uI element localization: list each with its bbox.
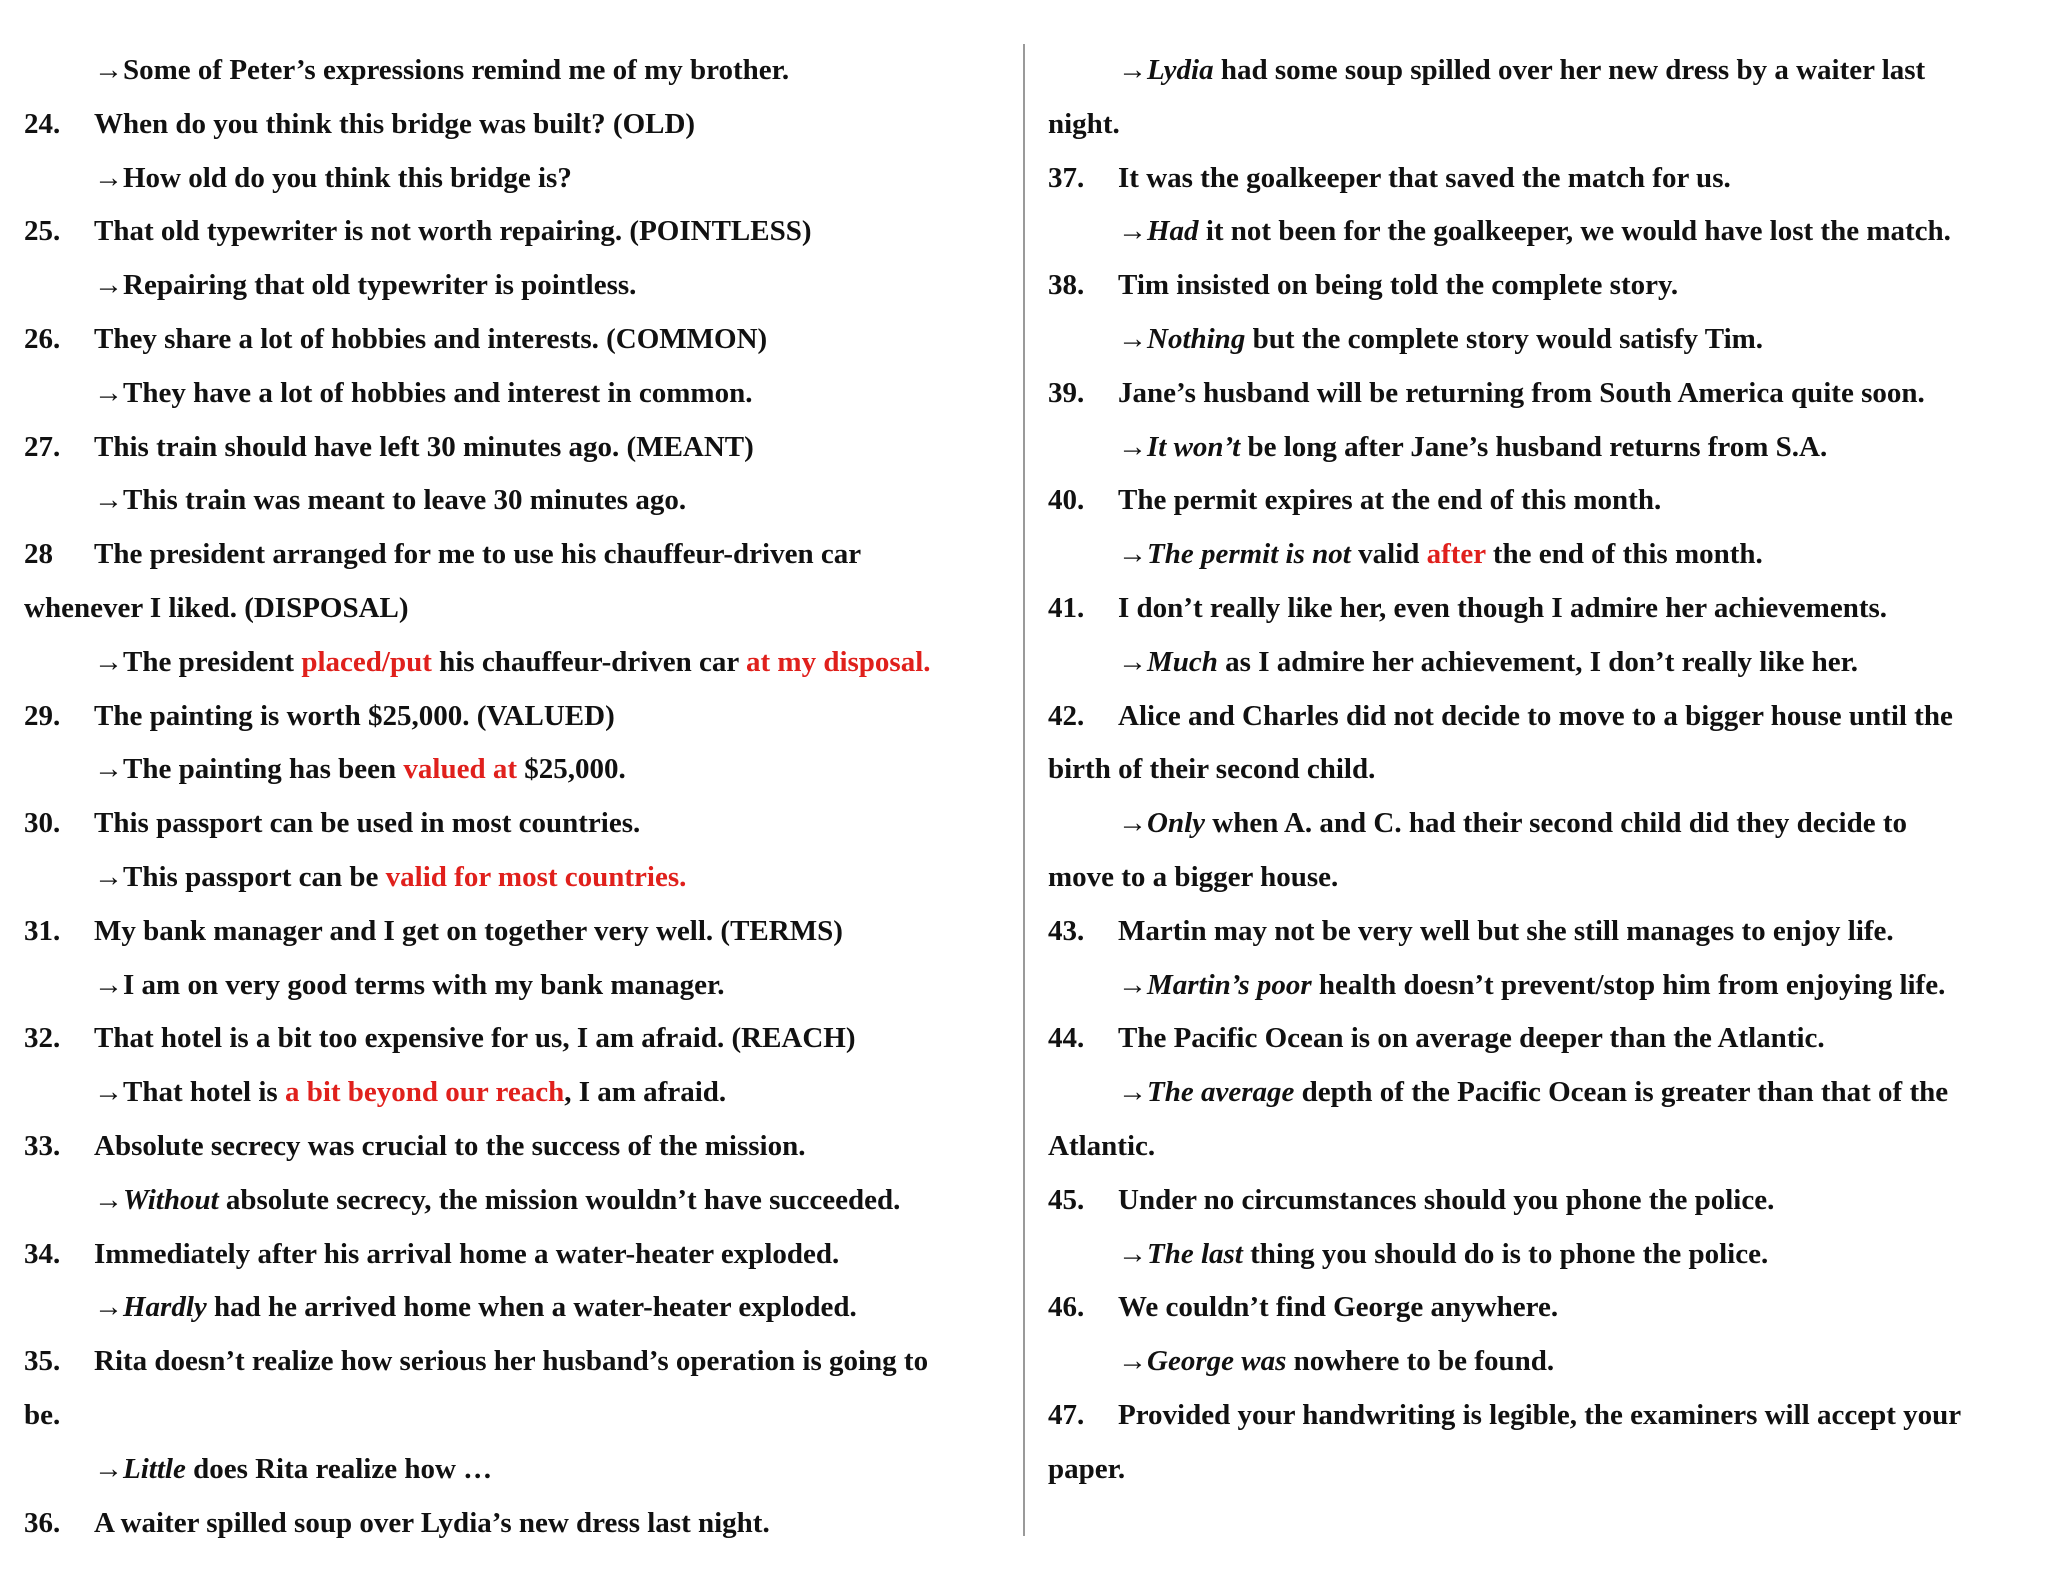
answer-text: absolute secrecy, the mission wouldn’t have succeeded. (218, 1183, 901, 1216)
question-text: That old typewriter is not worth repairing. (POINTLESS) (94, 215, 812, 248)
question-text: Martin may not be very well but she still manages to enjoy life. (1118, 914, 1894, 947)
answer-italic-keyword: Only (1147, 807, 1205, 840)
answer-text: the end of this month. (1485, 538, 1763, 571)
answer-text: when A. and C. had their second child did they decide to (1205, 807, 1908, 840)
answer-line (1048, 421, 2038, 475)
answer-text: as I admire her achievement, I don’t really like her. (1217, 645, 1859, 678)
answer-line (24, 1174, 1024, 1228)
answer-text: → (1118, 430, 1147, 463)
question-line (24, 528, 1024, 582)
question-number: 47. (1048, 1398, 1085, 1431)
continuation-line: Atlantic. (1048, 1129, 1156, 1162)
question-text: The painting is worth $25,000. (VALUED) (94, 699, 615, 732)
answer-line (1048, 797, 2038, 851)
answer-line (24, 959, 1024, 1013)
question-line (24, 1012, 1024, 1066)
question-number: 25. (24, 215, 61, 248)
answer-italic-keyword: Lydia (1147, 54, 1214, 86)
answer-line (24, 474, 1024, 528)
answer-text: → (1118, 322, 1147, 355)
answer-highlight: at my disposal. (746, 645, 931, 678)
answer-text: thing you should do is to phone the police. (1242, 1237, 1769, 1270)
answer-highlight: after (1426, 538, 1486, 571)
question-text: A waiter spilled soup over Lydia’s new dress last night. (94, 1506, 770, 1539)
answer-line (1048, 1335, 2038, 1389)
question-number: 32. (24, 1022, 61, 1055)
column-divider (1023, 44, 1025, 1536)
question-line (1048, 1012, 2038, 1066)
question-text: Jane’s husband will be returning from South America quite soon. (1118, 376, 1925, 409)
question-text: I don’t really like her, even though I admire her achievements. (1118, 591, 1888, 624)
question-line (24, 421, 1024, 475)
question-line (1048, 259, 2038, 313)
answer-highlight: placed/put (301, 645, 432, 678)
continuation-line: birth of their second child. (1048, 753, 1376, 786)
answer-line (1048, 313, 2038, 367)
answer-italic-keyword: Little (123, 1452, 186, 1485)
answer-text: → (1118, 1076, 1147, 1109)
question-line (1048, 367, 2038, 421)
answer-italic-keyword: The average (1147, 1076, 1295, 1109)
answer-italic-keyword: George was (1147, 1345, 1287, 1378)
question-line (24, 1120, 1024, 1174)
answer-text: → (1118, 538, 1147, 571)
answer-line (24, 636, 1024, 690)
question-text: They share a lot of hobbies and interests. (COMMON) (94, 322, 768, 355)
right-column (1048, 44, 2038, 1497)
question-line (1048, 905, 2038, 959)
question-text: The president arranged for me to use his chauffeur-driven car (94, 538, 862, 571)
left-column (24, 44, 1024, 1550)
question-line (24, 313, 1024, 367)
answer-text: $25,000. (517, 753, 626, 786)
question-text: The permit expires at the end of this month. (1118, 484, 1662, 517)
answer-highlight: a bit beyond our reach (284, 1076, 565, 1109)
answer-text: →Repairing that old typewriter is pointless. (94, 269, 637, 302)
answer-text: → (1118, 1237, 1147, 1270)
answer-italic-keyword: The permit is not (1147, 538, 1351, 571)
answer-text: depth of the Pacific Ocean is greater than that of the (1294, 1076, 1949, 1109)
answer-line (1048, 205, 2038, 259)
question-line (1048, 582, 2038, 636)
answer-line (1048, 1228, 2038, 1282)
answer-text: had some soup spilled over her new dress by a waiter last (1213, 54, 1926, 86)
answer-text: be long after Jane’s husband returns from S.A. (1240, 430, 1828, 463)
question-number: 40. (1048, 484, 1085, 517)
answer-text: it not been for the goalkeeper, we would have lost the match. (1198, 215, 1951, 248)
answer-text: → (1118, 1345, 1147, 1378)
answer-text: nowhere to be found. (1286, 1345, 1555, 1378)
question-text: Provided your handwriting is legible, the examiners will accept your (1118, 1398, 1962, 1431)
answer-line (24, 743, 1024, 797)
question-text: Immediately after his arrival home a water-heater exploded. (94, 1237, 840, 1270)
continuation-line: paper. (1048, 1452, 1126, 1485)
answer-line (24, 1443, 1024, 1497)
answer-text: , I am afraid. (564, 1076, 727, 1109)
answer-text: →Some of Peter’s expressions remind me of my brother. (94, 54, 790, 86)
answer-italic-keyword: Had (1147, 215, 1199, 248)
question-text: The Pacific Ocean is on average deeper than the Atlantic. (1118, 1022, 1825, 1055)
answer-italic-keyword: Hardly (123, 1291, 207, 1324)
question-text: This passport can be used in most countries. (94, 807, 641, 840)
answer-text: →How old do you think this bridge is? (94, 161, 572, 194)
question-number: 42. (1048, 699, 1085, 732)
question-line (1048, 1281, 2038, 1335)
answer-italic-keyword: Much (1147, 645, 1218, 678)
answer-italic-keyword: Nothing (1147, 322, 1246, 355)
question-number: 30. (24, 807, 61, 840)
question-number: 33. (24, 1129, 61, 1162)
question-number: 45. (1048, 1183, 1085, 1216)
answer-text: → (94, 1452, 123, 1485)
answer-text: → (1118, 215, 1147, 248)
answer-italic-keyword: The last (1147, 1237, 1243, 1270)
question-number: 41. (1048, 591, 1085, 624)
question-number: 43. (1048, 914, 1085, 947)
question-text: Under no circumstances should you phone the police. (1118, 1183, 1775, 1216)
question-number: 36. (24, 1506, 61, 1539)
answer-line (24, 44, 1024, 98)
question-text: When do you think this bridge was built? (OLD) (94, 107, 696, 140)
question-number: 35. (24, 1345, 61, 1378)
answer-text: valid (1350, 538, 1427, 571)
answer-text: →That hotel is (94, 1076, 285, 1109)
question-number: 46. (1048, 1291, 1085, 1324)
question-line (24, 797, 1024, 851)
question-number: 44. (1048, 1022, 1085, 1055)
continuation-line: whenever I liked. (DISPOSAL) (24, 591, 409, 624)
answer-italic-keyword: Without (123, 1183, 219, 1216)
question-line (24, 690, 1024, 744)
answer-text: → (94, 1183, 123, 1216)
answer-text: → (94, 1291, 123, 1324)
answer-text: →The president (94, 645, 302, 678)
question-number: 28 (24, 538, 53, 571)
answer-line (1048, 44, 2038, 98)
answer-line (24, 1281, 1024, 1335)
answer-text: does Rita realize how … (185, 1452, 493, 1485)
question-number: 29. (24, 699, 61, 732)
answer-text: →I am on very good terms with my bank manager. (94, 968, 725, 1001)
question-number: 31. (24, 914, 61, 947)
question-number: 38. (1048, 269, 1085, 302)
answer-italic-keyword: Martin’s poor (1147, 968, 1312, 1001)
question-text: Rita doesn’t realize how serious her husband’s operation is going to (94, 1345, 929, 1378)
answer-text: → (1118, 54, 1147, 86)
answer-line (24, 367, 1024, 421)
question-line (24, 1335, 1024, 1389)
continuation-line: night. (1048, 107, 1120, 140)
answer-line (24, 851, 1024, 905)
question-line (1048, 474, 2038, 528)
answer-line (1048, 636, 2038, 690)
answer-line (24, 1066, 1024, 1120)
question-line (24, 1497, 1024, 1551)
continuation-line: move to a bigger house. (1048, 860, 1339, 893)
question-number: 27. (24, 430, 61, 463)
question-text: We couldn’t find George anywhere. (1118, 1291, 1559, 1324)
answer-text: →This passport can be (94, 860, 386, 893)
answer-text: but the complete story would satisfy Tim. (1245, 322, 1764, 355)
question-line (1048, 690, 2038, 744)
question-number: 34. (24, 1237, 61, 1270)
continuation-line: be. (24, 1398, 61, 1431)
question-line (24, 205, 1024, 259)
question-text: Alice and Charles did not decide to move to a bigger house until the (1118, 699, 1953, 732)
answer-text: health doesn’t prevent/stop him from enjoying life. (1311, 968, 1946, 1001)
question-text: Tim insisted on being told the complete story. (1118, 269, 1679, 302)
answer-line (1048, 528, 2038, 582)
question-number: 37. (1048, 161, 1085, 194)
answer-text: → (1118, 645, 1147, 678)
question-line (24, 905, 1024, 959)
answer-text: → (1118, 807, 1147, 840)
answer-text: his chauffeur-driven car (431, 645, 747, 678)
question-number: 26. (24, 322, 61, 355)
question-text: My bank manager and I get on together very well. (TERMS) (94, 914, 843, 947)
question-text: That hotel is a bit too expensive for us, I am afraid. (REACH) (94, 1022, 856, 1055)
answer-line (24, 259, 1024, 313)
question-line (24, 98, 1024, 152)
question-text: Absolute secrecy was crucial to the success of the mission. (94, 1129, 806, 1162)
question-text: This train should have left 30 minutes ago. (MEANT) (94, 430, 754, 463)
question-number: 24. (24, 107, 61, 140)
question-text: It was the goalkeeper that saved the match for us. (1118, 161, 1731, 194)
answer-text: →The painting has been (94, 753, 404, 786)
question-line (24, 1228, 1024, 1282)
question-number: 39. (1048, 376, 1085, 409)
answer-text: →They have a lot of hobbies and interest in common. (94, 376, 753, 409)
answer-italic-keyword: It won’t (1147, 430, 1241, 463)
answer-line (24, 152, 1024, 206)
answer-highlight: valued at (403, 753, 518, 786)
answer-line (1048, 1066, 2038, 1120)
answer-highlight: valid for most countries. (385, 860, 687, 893)
answer-text: →This train was meant to leave 30 minutes ago. (94, 484, 687, 517)
answer-text: → (1118, 968, 1147, 1001)
answer-text: had he arrived home when a water-heater exploded. (206, 1291, 857, 1324)
question-line (1048, 1389, 2038, 1443)
answer-line (1048, 959, 2038, 1013)
question-line (1048, 1174, 2038, 1228)
question-line (1048, 152, 2038, 206)
